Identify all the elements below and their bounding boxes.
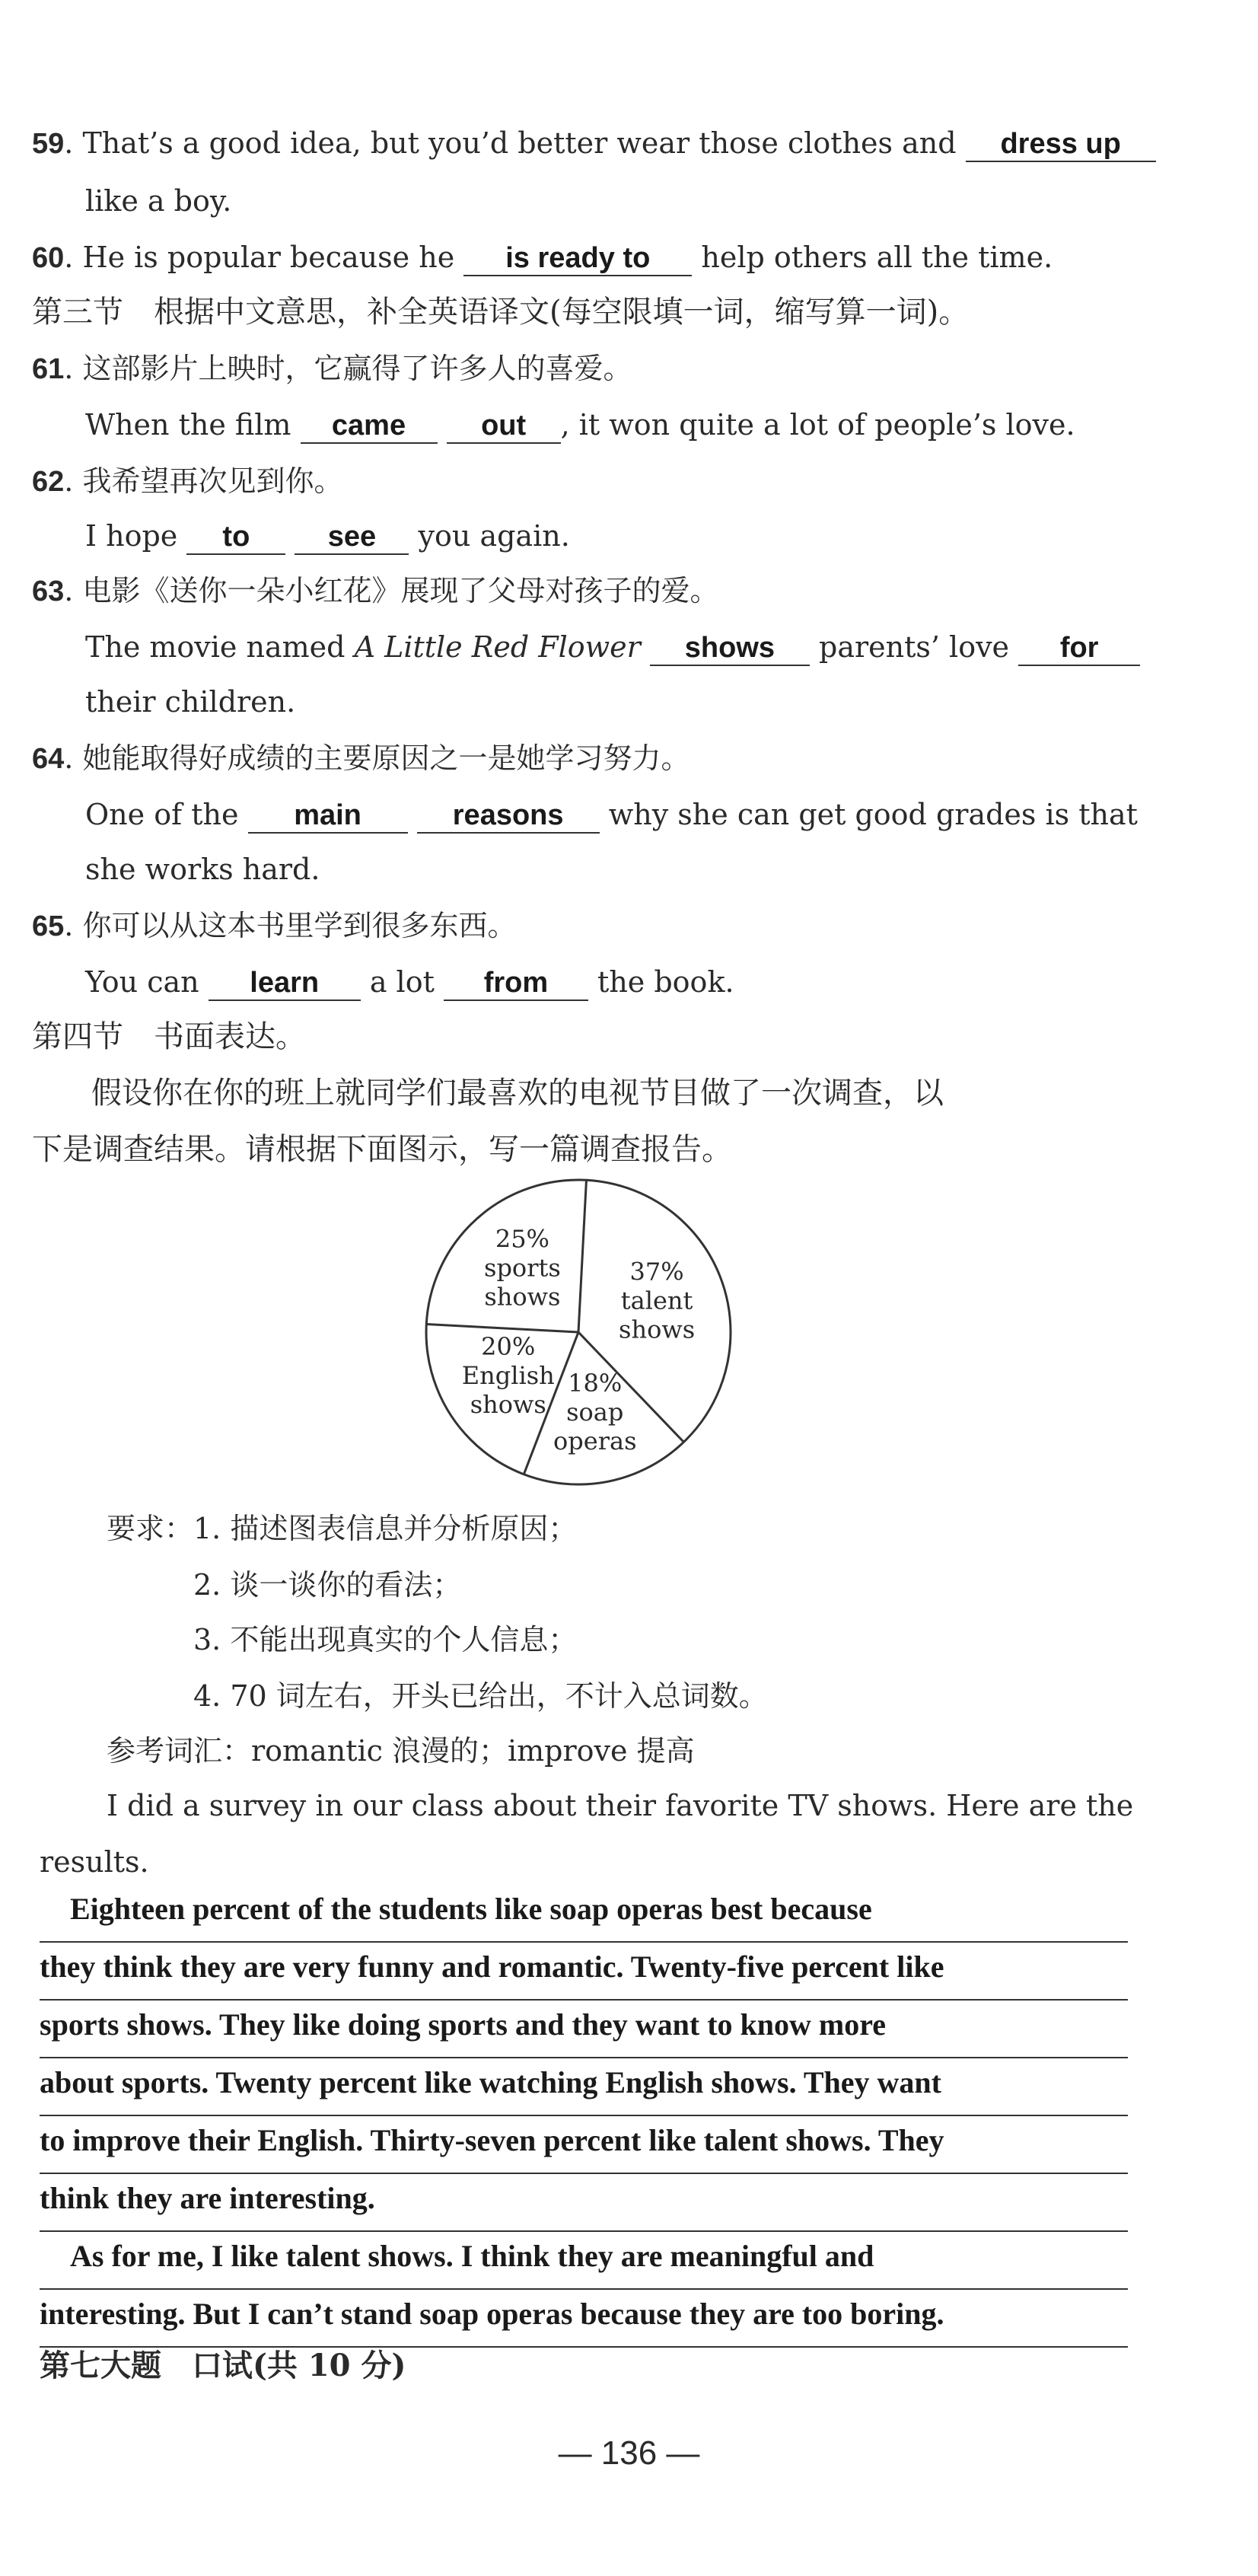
question-64-line2: she works hard. (85, 853, 320, 886)
essay-line: they think they are very funny and romantic. Twenty-five percent like (40, 1943, 1128, 2001)
question-63-line2: their children. (85, 685, 296, 719)
question-59-line2: like a boy. (85, 184, 232, 218)
question-number: 65 (32, 910, 65, 942)
answer-blank-2: out (447, 409, 561, 444)
essay-line: sports shows. They like doing sports and they want to know more (40, 2001, 1128, 2058)
question-number: 63 (32, 575, 65, 607)
sentence-start: The movie named (85, 630, 346, 664)
pie-slice-label-talent-shows: shows (619, 1315, 696, 1344)
essay-intro-line2: results. (40, 1845, 149, 1879)
answer-blank-2: from (444, 966, 588, 1001)
sentence-end: , it won quite a lot of people’s love. (560, 408, 1075, 442)
pie-slice-label-talent-shows: 37% (629, 1257, 684, 1286)
section-3-title: 第三节 根据中文意思，补全英语译文(每空限填一词，缩写算一词)。 (32, 295, 970, 330)
answer-blank: dress up (966, 127, 1156, 162)
question-64-chinese (32, 737, 690, 780)
chinese-sentence: . 我希望再次见到你。 (64, 464, 343, 498)
question-text: . That’s a good idea, but you’d better wear those clothes and (64, 126, 957, 160)
sentence-middle: a lot (369, 965, 435, 999)
answer-blank-1: to (186, 520, 285, 555)
question-65-english (85, 961, 734, 1003)
question-65-chinese (32, 904, 516, 948)
sentence-start: One of the (85, 798, 239, 831)
answer-blank-1: main (248, 799, 408, 834)
sentence-start: You can (85, 965, 199, 999)
requirement-4: 4. 70 词左右，开头已给出，不计入总词数。 (193, 1679, 768, 1713)
chinese-sentence: . 你可以从这本书里学到很多东西。 (64, 909, 517, 942)
pie-slice-label-soap-operas: operas (553, 1426, 637, 1455)
answer-blank-1: came (301, 409, 438, 444)
part-7-title: 第七大题 口试(共 10 分) (40, 2348, 406, 2383)
essay-line: interesting. But I can’t stand soap operas because they are too boring. (40, 2290, 1128, 2348)
essay-line: about sports. Twenty percent like watching English shows. They want (40, 2058, 1128, 2116)
answer-blank: is ready to (463, 241, 692, 276)
question-63-chinese (32, 569, 718, 613)
pie-slice-label-sports-shows: shows (484, 1282, 561, 1312)
sentence-end: you again. (418, 519, 570, 553)
essay-line: Eighteen percent of the students like soap operas best because (40, 1885, 1128, 1943)
answer-blank-2: reasons (417, 799, 600, 834)
sentence-end: the book. (597, 965, 734, 999)
pie-slice-label-English-shows: shows (470, 1389, 546, 1419)
question-number: 64 (32, 743, 65, 775)
movie-title: A Little Red Flower (354, 630, 641, 664)
pie-slice-label-English-shows: 20% (481, 1331, 536, 1361)
essay-paragraph-1 (40, 1885, 1128, 2348)
answer-blank-1: shows (650, 631, 810, 666)
writing-prompt-line2: 下是调查结果。请根据下面图示，写一篇调查报告。 (32, 1132, 732, 1167)
question-number: 61 (32, 353, 65, 385)
answer-blank-2: for (1018, 631, 1140, 666)
sentence-middle: parents’ love (819, 630, 1010, 664)
requirement-1: 要求：1. 描述图表信息并分析原因； (107, 1512, 578, 1545)
question-number: 59 (32, 128, 65, 160)
reference-vocabulary: 参考词汇：romantic 浪漫的；improve 提高 (107, 1734, 695, 1768)
essay-line: to improve their English. Thirty-seven percent like talent shows. They (40, 2116, 1128, 2174)
requirement-2: 2. 谈一谈你的看法； (193, 1568, 462, 1602)
pie-slice-label-sports-shows: 25% (495, 1224, 549, 1254)
pie-slice-label-soap-operas: 18% (568, 1368, 623, 1398)
section-4-title: 第四节 书面表达。 (32, 1019, 306, 1054)
question-text-after: help others all the time. (701, 241, 1053, 274)
chinese-sentence: . 她能取得好成绩的主要原因之一是她学习努力。 (64, 741, 690, 775)
question-64-english (85, 793, 1138, 836)
question-61-chinese (32, 347, 632, 391)
answer-blank-2: see (295, 520, 409, 555)
chinese-sentence: . 这部影片上映时，它赢得了许多人的喜爱。 (64, 352, 632, 385)
question-62-english (85, 515, 570, 557)
chinese-sentence: . 电影《送你一朵小红花》展现了父母对孩子的爱。 (64, 574, 719, 607)
writing-prompt-line1: 假设你在你的班上就同学们最喜欢的电视节目做了一次调查，以 (91, 1076, 944, 1111)
question-59 (32, 122, 1156, 165)
essay-line: As for me, I like talent shows. I think they are meaningful and (40, 2232, 1128, 2290)
pie-slice-label-soap-operas: soap (566, 1397, 624, 1427)
question-number: 62 (32, 466, 65, 498)
question-number: 60 (32, 242, 65, 274)
question-61-english (85, 403, 1075, 446)
pie-chart (403, 1172, 753, 1492)
essay-intro-line1: I did a survey in our class about their favorite TV shows. Here are the (107, 1789, 1134, 1822)
question-62-chinese (32, 460, 342, 503)
question-text: . He is popular because he (64, 241, 455, 274)
question-63-english (85, 626, 1140, 668)
sentence-start: When the film (85, 408, 291, 442)
pie-slice-label-talent-shows: talent (620, 1286, 693, 1315)
essay-line: think they are interesting. (40, 2174, 1128, 2232)
page-number: — 136 — (558, 2434, 700, 2472)
answer-blank-1: learn (209, 966, 361, 1001)
sentence-end: why she can get good grades is that (608, 798, 1138, 831)
question-60 (32, 236, 1053, 279)
sentence-start: I hope (85, 519, 178, 553)
pie-slice-label-English-shows: English (461, 1360, 555, 1390)
requirement-3: 3. 不能出现真实的个人信息； (193, 1623, 578, 1656)
pie-slice-label-sports-shows: sports (484, 1253, 561, 1283)
